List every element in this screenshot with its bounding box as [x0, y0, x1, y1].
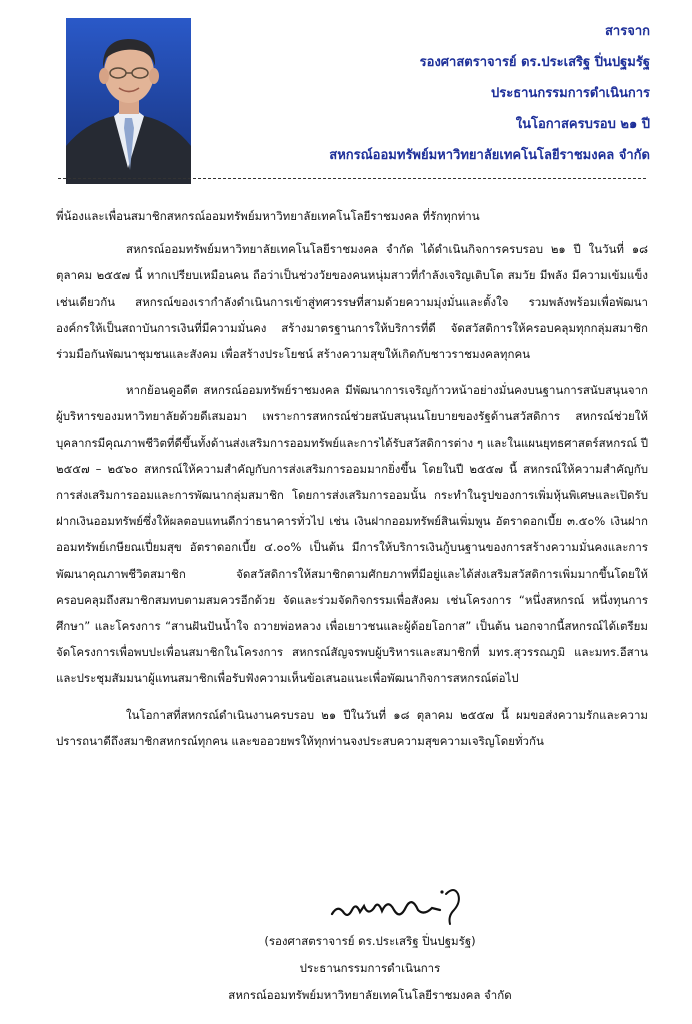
portrait-photo [66, 18, 191, 184]
header-block [329, 16, 650, 171]
header-from-label: สารจาก [604, 24, 650, 39]
header-author-name: รองศาสตราจารย์ ดร.ประเสริฐ ปิ่นปฐมรัฐ [419, 55, 650, 70]
signature-illustration [328, 880, 478, 930]
letter-greeting: พี่น้องและเพื่อนสมาชิกสหกรณ์ออมทรัพย์มหาวิทยาลัยเทคโนโลยีราชมงคล ที่รักทุกท่าน [56, 209, 480, 223]
signoff-title: ประธานกรรมการดำเนินการ [299, 961, 441, 975]
letter-body [56, 203, 648, 764]
letter-paragraph-1: สหกรณ์ออมทรัพย์มหาวิทยาลัยเทคโนโลยีราชมงคล จำกัด ได้ดำเนินกิจการครบรอบ ๒๑ ปี ในวันที่ ๑๘ ตุลาคม ๒๕๕๗ นี้ หากเปรียบเหมือนคน ถือว่าเป็นช่วงวัยของคนหนุ่มสาวที่กำลังเจริญเติบโต สมวัย มีพลัง มีความเข้มแข็ง เช่นเดียวกัน สหกรณ์ของเรากำลังดำเนินการเข้าสู่ทศวรรษที่สามด้วยความมุ่งมั่นและตั้งใจ รวมพลังพร้อมเพื่อพัฒนาองค์กรให้เป็นสถาบันการเงินที่มีความมั่นคง สร้างมาตรฐานการให้บริการที่ดี จัดสวัสดิการให้ครอบคลุมทุกกลุ่มสมาชิก ร่วมมือกันพัฒนาชุมชนและสังคม เพื่อสร้างประโยชน์ สร้างความสุขให้เกิดกับชาวราชมงคลทุกคน [56, 242, 648, 362]
signoff-organization: สหกรณ์ออมทรัพย์มหาวิทยาลัยเทคโนโลยีราชมงคล จำกัด [228, 988, 512, 1002]
header-author-title: ประธานกรรมการดำเนินการ [490, 86, 650, 101]
signoff-block [220, 928, 520, 1009]
header-occasion: ในโอกาสครบรอบ ๒๑ ปี [515, 117, 650, 132]
signoff-name: (รองศาสตราจารย์ ดร.ประเสริฐ ปิ่นปฐมรัฐ) [264, 934, 476, 948]
letter-paragraph-3: ในโอกาสที่สหกรณ์ดำเนินงานครบรอบ ๒๑ ปีในวันที่ ๑๘ ตุลาคม ๒๕๕๗ นี้ ผมขอส่งความรักและความปรารถนาดีถึงสมาชิกสหกรณ์ทุกคน และขออวยพรให้ทุกท่านจงประสบความสุขความเจริญโดยทั่วกัน [56, 707, 648, 748]
handwritten-signature [328, 880, 478, 930]
portrait-photo-illustration [66, 18, 191, 184]
dashed-divider [58, 178, 646, 179]
header-organization: สหกรณ์ออมทรัพย์มหาวิทยาลัยเทคโนโลยีราชมงคล จำกัด [329, 148, 650, 163]
letter-paragraph-2: หากย้อนดูอดีต สหกรณ์ออมทรัพย์ราชมงคล มีพัฒนาการเจริญก้าวหน้าอย่างมั่นคงบนฐานการสนับสนุนจากผู้บริหารของมหาวิทยาลัยด้วยดีเสมอมา เพราะการสหกรณ์ช่วยสนับสนุนนโยบายของรัฐด้านสวัสดิการ สหกรณ์ช่วยให้บุคลากรมีคุณภาพชีวิตที่ดีขึ้นทั้งด้านส่งเสริมการออมทรัพย์และการได้รับสวัสดิการต่าง ๆ และในแผนยุทธศาสตร์สหกรณ์ ปี ๒๕๕๗ – ๒๕๖๐ สหกรณ์ให้ความสำคัญกับการส่งเสริมการออมมากยิ่งขึ้น โดยในปี ๒๕๕๗ นี้ สหกรณ์ให้ความสำคัญกับการส่งเสริมการออมและการพัฒนากลุ่มสมาชิก โดยการส่งเสริมการออมนั้น กระทำในรูปของการเพิ่มหุ้นพิเศษและเปิดรับฝากเงินออมทรัพย์ซึ่งให้ผลตอบแทนดีกว่าธนาคารทั่วไป เช่น เงินฝากออมทรัพย์สินเพิ่มพูน อัตราดอกเบี้ย ๓.๕๐% เงินฝากออมทรัพย์เกษียณเปี่ยมสุข อัตราดอกเบี้ย ๔.๐๐% เป็นต้น มีการให้บริการเงินกู้บนฐานของการสร้างความมั่นคงและการพัฒนาคุณภาพชีวิตสมาชิก จัดสวัสดิการให้สมาชิกตามศักยภาพที่มีอยู่และได้ส่งเสริมสวัสดิการเพิ่มมากขึ้นโดยให้ครอบคลุมถึงสมาชิกสมทบตามสมควรอีกด้วย จัดและร่วมจัดกิจกรรมเพื่อสังคม เช่นโครงการ “หนึ่งสหกรณ์ หนึ่งทุนการศึกษา” และโครงการ “สานฝันปันน้ำใจ ถวายพ่อหลวง เพื่อเยาวชนและผู้ด้อยโอกาส” เป็นต้น นอกจากนี้สหกรณ์ได้เตรียมจัดโครงการเพื่อพบปะเพื่อนสมาชิกในโครงการ สหกรณ์สัญจรพบผู้บริหารและสมาชิกที่ มทร.สุวรรณภูมิ และมทร.อีสาน และประชุมสัมมนาผู้แทนสมาชิกเพื่อรับฟังความเห็นข้อเสนอแนะเพื่อพัฒนากิจการสหกรณ์ต่อไป [56, 383, 648, 686]
